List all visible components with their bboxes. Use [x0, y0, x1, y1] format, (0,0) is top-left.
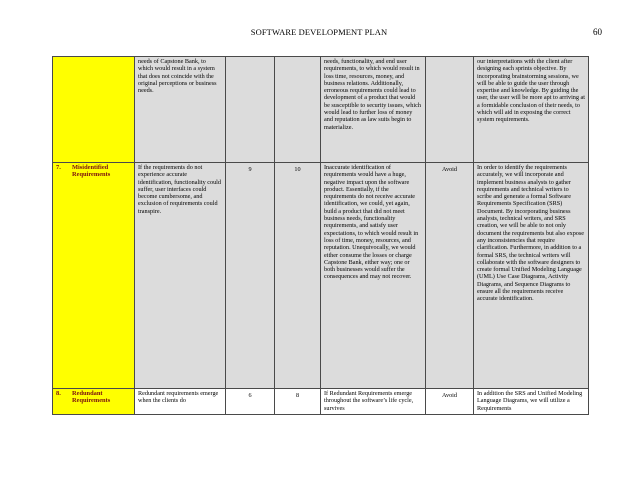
mitigation-cell: our interpretations with the client after designing each sprints objective. By incorporating brainstorming sessions, we will be able to guide the user through expertise and knowledge. By guiding the user, the user will be more apt to arriving at a formidable conclusion of their needs, to which will aid in exposing the correct system requirements.	[474, 57, 589, 163]
description-cell: If Redundant Requirements emerge throughout the software’s life cycle, survives	[321, 389, 426, 415]
risk-name-cell	[53, 389, 135, 415]
description-cell: needs, functionality, and end user requirements, to which would result in loss time, resources, money, and business relations. Additionally, erroneous requirements could lead to development of a product that would be susceptible to security issues, which would lead to further loss of money and reputation as law suits begin to materialize.	[321, 57, 426, 163]
impact-cell: 8	[275, 389, 321, 415]
consequence-cell: needs of Capstone Bank, to which would result in a system that does not coincide with the original perceptions or business needs.	[135, 57, 226, 163]
consequence-cell: Redundant requirements emerge when the clients do	[135, 389, 226, 415]
risk-number: 8.	[56, 390, 61, 397]
consequence-cell: If the requirements do not experience accurate identification, functionality could suffer, user interfaces could become cumbersome, and exclusion of requirements could transpire.	[135, 163, 226, 389]
mitigation-cell: In order to identify the requirements accurately, we will incorporate and implement business analysts to gather requirements and technical writers to scribe and generate a formal Software Requirements Specification (SRS) Document. By incorporating business analysts, technical writers, and SRS creation, we will be able to not only document the requirements but also expose any inconsistencies that require clarification. Furthermore, in addition to a formal SRS, the technical writers will collaborate with the software designers to create formal Unified Modeling Language (UML) Use Case Diagrams, Activity Diagrams, and Sequence Diagrams to ensure all the requirements receive accurate identification.	[474, 163, 589, 389]
strategy-cell	[426, 57, 474, 163]
impact-cell: 10	[275, 163, 321, 389]
table-row	[53, 57, 589, 163]
strategy-cell: Avoid	[426, 163, 474, 389]
risk-name: Redundant Requirements	[72, 390, 111, 405]
risk-number: 7.	[56, 164, 61, 171]
document-header-title: SOFTWARE DEVELOPMENT PLAN	[250, 27, 388, 37]
risk-name-cell	[53, 57, 135, 163]
risk-name-cell	[53, 163, 135, 389]
table-row	[53, 163, 589, 389]
description-cell: Inaccurate identification of requirements would have a huge, negative impact upon the software product. Essentially, if the requirements do not receive accurate identification, we could, yet again, build a product that did not meet business needs, functionality requirements, and satisfy user expectations, to which would result in loss of time, money, resources, and reputation. Unequivocally, we would either consume the losses or charge Capstone Bank, either way; one or both businesses would suffer the consequences and may not recover.	[321, 163, 426, 389]
impact-cell	[275, 57, 321, 163]
probability-cell	[226, 57, 275, 163]
mitigation-cell: In addition the SRS and Unified Modeling Language Diagrams, we will utilize a Requirements	[474, 389, 589, 415]
table-row	[53, 389, 589, 415]
strategy-cell: Avoid	[426, 389, 474, 415]
probability-cell: 6	[226, 389, 275, 415]
risk-table	[52, 56, 589, 415]
risk-name: Misidentified Requirements	[72, 164, 111, 179]
page-number: 60	[593, 27, 602, 37]
probability-cell: 9	[226, 163, 275, 389]
